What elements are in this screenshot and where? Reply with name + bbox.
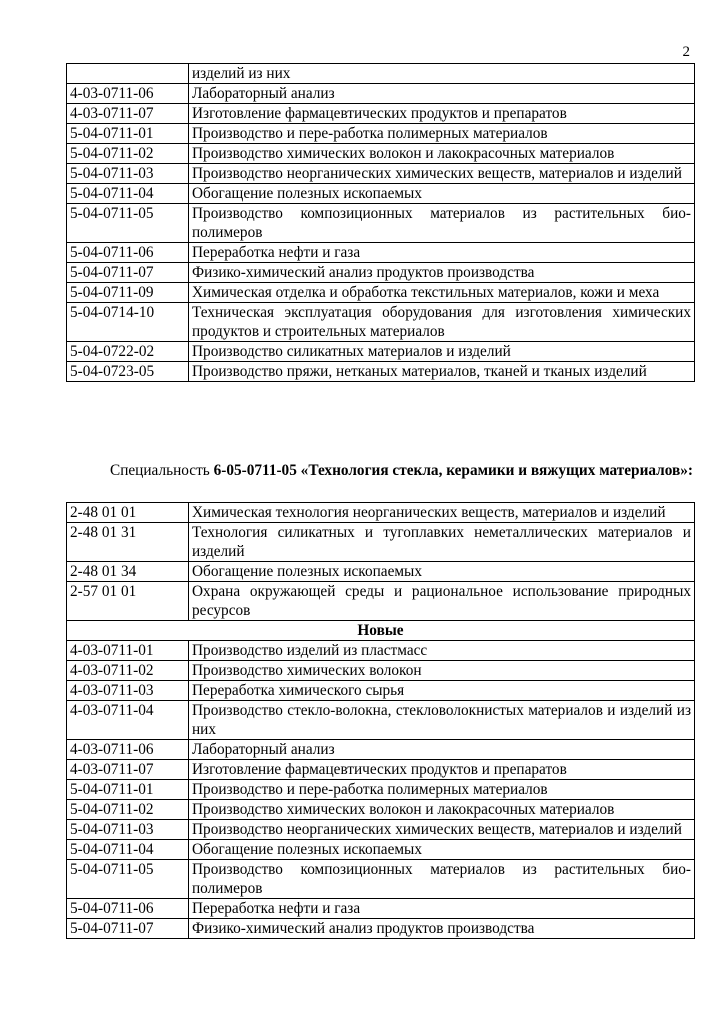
table-row — [67, 562, 695, 582]
specialty-title: Физико-химический анализ продуктов производства — [189, 263, 695, 283]
table-row — [67, 523, 695, 562]
specialty-code: 5-04-0711-03 — [67, 820, 189, 840]
specialty-code: 5-04-0711-05 — [67, 860, 189, 899]
table-row — [67, 701, 695, 740]
specialty-code: 5-04-0714-10 — [67, 303, 189, 342]
specialty-code: 5-04-0711-01 — [67, 780, 189, 800]
table-row — [67, 64, 695, 84]
specialty-title: Производство и пере-работка полимерных материалов — [189, 124, 695, 144]
table-row — [67, 362, 695, 382]
specialty-code: 5-04-0711-01 — [67, 124, 189, 144]
specialty-title: Производство композиционных материалов из растительных био-полимеров — [189, 860, 695, 899]
table-row — [67, 243, 695, 263]
table-row — [67, 899, 695, 919]
specialty-code: 5-04-0711-07 — [67, 919, 189, 939]
table-row — [67, 184, 695, 204]
specialty-code: 5-04-0711-06 — [67, 899, 189, 919]
table-row — [67, 124, 695, 144]
specialty-title: Производство силикатных материалов и изделий — [189, 342, 695, 362]
table-row — [67, 84, 695, 104]
specialty-code: 2-48 01 31 — [67, 523, 189, 562]
specialty-title: Производство стекло-волокна, стекловолокнистых материалов и изделий из них — [189, 701, 695, 740]
specialty-title: Производство пряжи, нетканых материалов, тканей и тканых изделий — [189, 362, 695, 382]
heading-prefix: Специальность — [110, 462, 214, 479]
specialty-title: Производство изделий из пластмасс — [189, 641, 695, 661]
table-row — [67, 840, 695, 860]
specialty-code: 4-03-0711-06 — [67, 84, 189, 104]
specialty-code: 5-04-0711-02 — [67, 144, 189, 164]
table-row — [67, 820, 695, 840]
specialty-title: Физико-химический анализ продуктов производства — [189, 919, 695, 939]
specialty-title: Производство и пере-работка полимерных материалов — [189, 780, 695, 800]
specialty-title: Химическая отделка и обработка текстильных материалов, кожи и меха — [189, 283, 695, 303]
table-row — [67, 144, 695, 164]
table2-body — [67, 503, 695, 939]
specialty-code: 5-04-0711-02 — [67, 800, 189, 820]
table-row — [67, 204, 695, 243]
table-row — [67, 780, 695, 800]
table-row — [67, 919, 695, 939]
table-row — [67, 283, 695, 303]
specialty-title: Производство неорганических химических веществ, материалов и изделий — [189, 820, 695, 840]
table-row — [67, 800, 695, 820]
table-row — [67, 661, 695, 681]
specialty-code: 5-04-0711-04 — [67, 184, 189, 204]
specialty-title: Производство химических волокон — [189, 661, 695, 681]
specialty-code: 2-48 01 01 — [67, 503, 189, 523]
specialty-code: 5-04-0711-03 — [67, 164, 189, 184]
table-row — [67, 342, 695, 362]
table-row — [67, 582, 695, 621]
specialties-table-continued — [66, 63, 695, 382]
specialty-code: 5-04-0711-06 — [67, 243, 189, 263]
specialty-code: 4-03-0711-02 — [67, 661, 189, 681]
specialty-code: 5-04-0722-02 — [67, 342, 189, 362]
group-row-new — [67, 621, 695, 641]
table-row — [67, 303, 695, 342]
specialty-title: Производство химических волокон и лакокрасочных материалов — [189, 800, 695, 820]
table-row — [67, 164, 695, 184]
specialty-title: Химическая технология неорганических веществ, материалов и изделий — [189, 503, 695, 523]
table-row — [67, 760, 695, 780]
specialty-code: 4-03-0711-01 — [67, 641, 189, 661]
specialty-code: 4-03-0711-07 — [67, 104, 189, 124]
specialty-title: Производство химических волокон и лакокрасочных материалов — [189, 144, 695, 164]
specialty-title: Переработка химического сырья — [189, 681, 695, 701]
heading-specialty-title: 6-05-0711-05 «Технология стекла, керамики и вяжущих материалов»: — [213, 462, 694, 479]
specialty-code: 5-04-0711-05 — [67, 204, 189, 243]
specialty-title: Производство композиционных материалов из растительных био-полимеров — [189, 204, 695, 243]
specialty-heading — [66, 461, 695, 481]
specialty-code: 5-04-0711-04 — [67, 840, 189, 860]
specialty-title: Обогащение полезных ископаемых — [189, 562, 695, 582]
specialty-title: Обогащение полезных ископаемых — [189, 840, 695, 860]
specialty-code: 5-04-0711-07 — [67, 263, 189, 283]
specialty-title: Технология силикатных и тугоплавких неметаллических материалов и изделий — [189, 523, 695, 562]
specialty-code — [67, 64, 189, 84]
specialty-code: 4-03-0711-06 — [67, 740, 189, 760]
table-row — [67, 860, 695, 899]
specialty-code: 4-03-0711-07 — [67, 760, 189, 780]
specialty-title: Переработка нефти и газа — [189, 899, 695, 919]
table-row — [67, 503, 695, 523]
specialty-code: 2-57 01 01 — [67, 582, 189, 621]
specialty-title: Лабораторный анализ — [189, 84, 695, 104]
specialty-title: Изготовление фармацевтических продуктов и препаратов — [189, 760, 695, 780]
table-row — [67, 104, 695, 124]
specialty-title: Изготовление фармацевтических продуктов и препаратов — [189, 104, 695, 124]
specialty-code: 5-04-0711-09 — [67, 283, 189, 303]
table-row — [67, 263, 695, 283]
specialty-code: 5-04-0723-05 — [67, 362, 189, 382]
specialty-code: 4-03-0711-03 — [67, 681, 189, 701]
specialties-table — [66, 502, 695, 939]
specialty-title: изделий из них — [189, 64, 695, 84]
table-row — [67, 740, 695, 760]
table1-body — [67, 64, 695, 382]
table-row — [67, 641, 695, 661]
specialty-title: Лабораторный анализ — [189, 740, 695, 760]
specialty-title: Охрана окружающей среды и рациональное использование природных ресурсов — [189, 582, 695, 621]
specialty-title: Производство неорганических химических веществ, материалов и изделий — [189, 164, 695, 184]
group-label: Новые — [67, 621, 695, 641]
specialty-title: Обогащение полезных ископаемых — [189, 184, 695, 204]
table-row — [67, 681, 695, 701]
specialty-title: Техническая эксплуатация оборудования для изготовления химических продуктов и строительных материалов — [189, 303, 695, 342]
page-number: 2 — [682, 44, 690, 60]
specialty-title: Переработка нефти и газа — [189, 243, 695, 263]
specialty-code: 2-48 01 34 — [67, 562, 189, 582]
specialty-code: 4-03-0711-04 — [67, 701, 189, 740]
